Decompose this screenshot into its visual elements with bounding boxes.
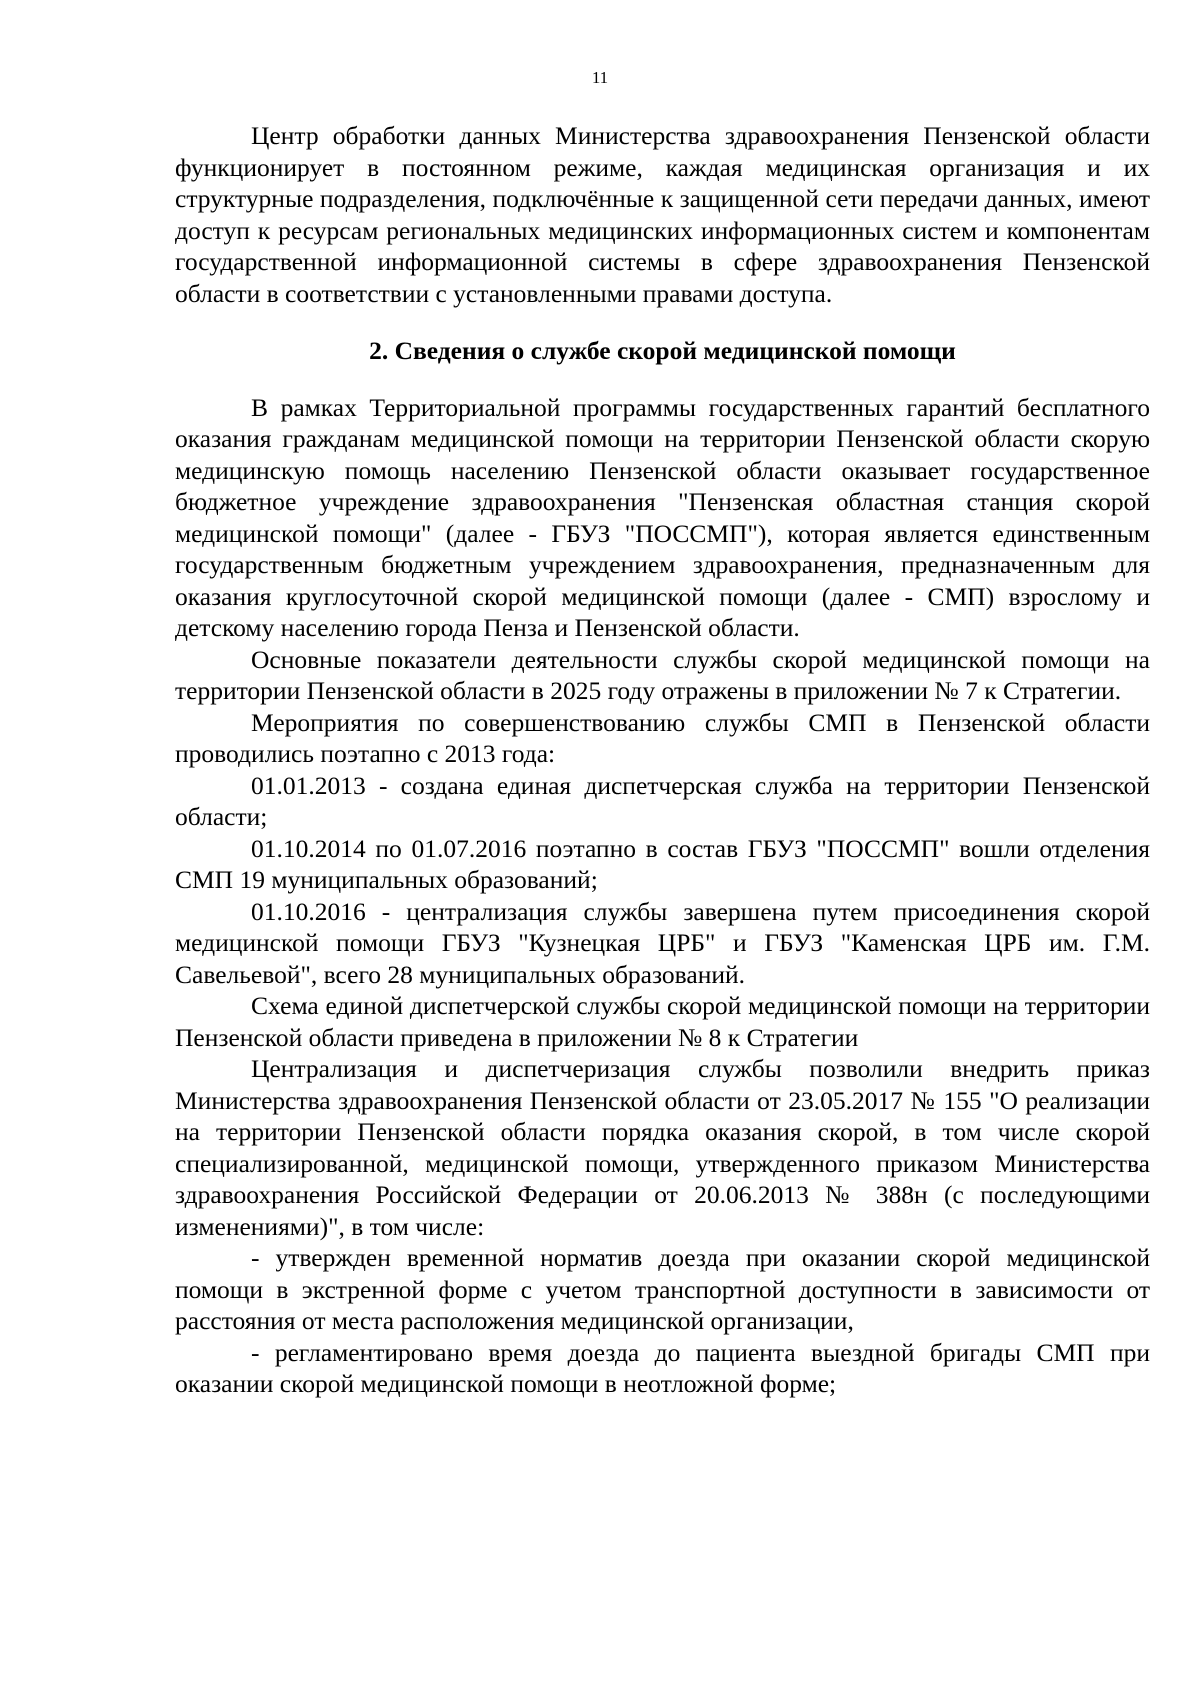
section-heading: 2. Сведения о службе скорой медицинской помощи [369, 336, 956, 365]
document-body [175, 120, 1150, 1400]
list-item-urgent-time: - регламентировано время доезда до пациента выездной бригады СМП при оказании скорой медицинской помощи в неотложной форме; [175, 1337, 1150, 1398]
paragraph-main-indicators: Основные показатели деятельности службы скорой медицинской помощи на территории Пензенской области в 2025 году отражены в приложении № 7 к Стратегии. [175, 644, 1150, 705]
page-number: 11 [591, 68, 609, 87]
paragraph-2014-2016-stages: 01.10.2014 по 01.07.2016 поэтапно в состав ГБУЗ "ПОССМП" вошли отделения СМП 19 муниципальных образований; [175, 833, 1150, 894]
paragraph-dispatch-scheme: Схема единой диспетчерской службы скорой медицинской помощи на территории Пензенской области приведена в приложении № 8 к Стратегии [175, 991, 1150, 1052]
paragraph-measures: Мероприятия по совершенствованию службы СМП в Пензенской области проводились поэтапно с 2013 года: [175, 707, 1150, 768]
paragraph-2016-centralization: 01.10.2016 - централизация службы завершена путем присоединения скорой медицинской помощи ГБУЗ "Кузнецкая ЦРБ" и ГБУЗ "Каменская ЦРБ им. Г.М. Савельевой", всего 28 муниципальных образований. [175, 896, 1150, 989]
paragraph-2013-dispatch: 01.01.2013 - создана единая диспетчерская служба на территории Пензенской области; [175, 770, 1150, 831]
list-item-emergency-time: - утвержден временной норматив доезда при оказании скорой медицинской помощи в экстренной форме с учетом транспортной доступности в зависимости от расстояния от места расположения медицинской организации, [175, 1243, 1150, 1335]
intro-paragraph: Центр обработки данных Министерства здравоохранения Пензенской области функционирует в постоянном режиме, каждая медицинская организация и их структурные подразделения, подключённые к защищенной сети передачи данных, имеют доступ к ресурсам региональных медицинских информационных систем и компонентам государственной информационной системы в сфере здравоохранения Пензенской области в соответствии с установленными правами доступа. [175, 121, 1150, 308]
paragraph-order-155: Централизация и диспетчеризация службы позволили внедрить приказ Министерства здравоохранения Пензенской области от 23.05.2017 № 155 "О реализации на территории Пензенской области порядка оказания скорой, в том числе скорой специализированной, медицинской помощи, утвержденного приказом Министерства здравоохранения Российской Федерации от 20.06.2013 № 388н (с последующими изменениями)", в том числе: [175, 1054, 1150, 1241]
paragraph-territorial-program: В рамках Территориальной программы государственных гарантий бесплатного оказания гражданам медицинской помощи на территории Пензенской области скорую медицинскую помощь населению Пензенской области оказывает государственное бюджетное учреждение здравоохранения "Пензенская областная станция скорой медицинской помощи" (далее - ГБУЗ "ПОССМП"), которая является единственным государственным бюджетным учреждением здравоохранения, предназначенным для оказания круглосуточной скорой медицинской помощи (далее - СМП) взрослому и детскому населению города Пенза и Пензенской области. [175, 392, 1150, 642]
